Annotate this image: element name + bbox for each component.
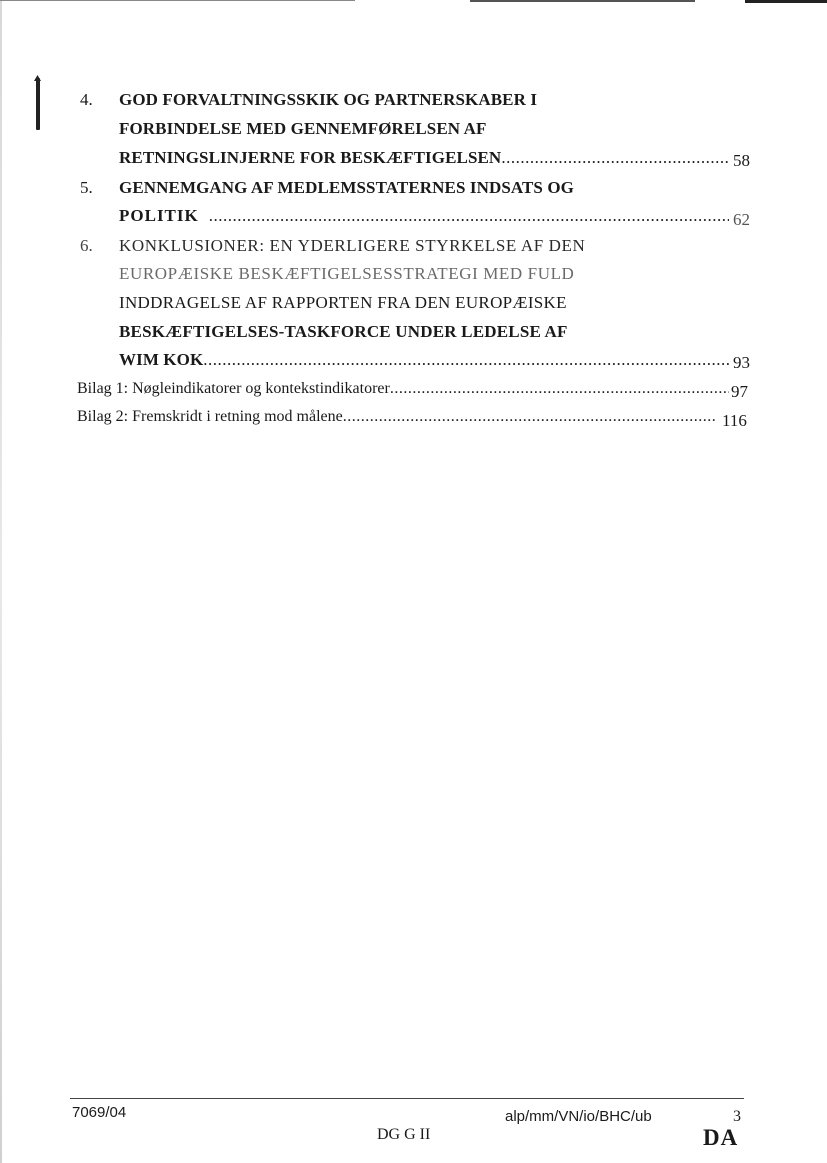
dot-leader	[203, 350, 729, 370]
toc-entry-title-line: FORBINDELSE MED GENNEMFØRELSEN AF	[119, 119, 487, 138]
toc-entry-number: 5.	[80, 178, 93, 197]
toc-entry-title-line: EUROPÆISKE BESKÆFTIGELSESSTRATEGI MED FULD	[119, 264, 575, 283]
toc-entry-title-line: INDDRAGELSE AF RAPPORTEN FRA DEN EUROPÆISKE	[119, 293, 567, 312]
scan-top-edge	[0, 0, 827, 3]
toc-entry-title-line: KONKLUSIONER: EN YDERLIGERE STYRKELSE AF DEN	[119, 236, 586, 255]
toc-page-number: 97	[731, 382, 748, 401]
footer-reference: alp/mm/VN/io/BHC/ub	[505, 1108, 652, 1125]
dot-leader	[390, 379, 729, 399]
toc-leader	[77, 379, 729, 399]
margin-revision-mark	[36, 78, 40, 130]
footer-divider	[70, 1098, 744, 1099]
footer-page-number: 3	[733, 1108, 741, 1125]
toc-page-number: 93	[733, 353, 750, 372]
toc-page-number: 58	[733, 151, 750, 170]
toc-page-number: 116	[722, 411, 747, 430]
toc-entry-title-line: GOD FORVALTNINGSSKIK OG PARTNERSKABER I	[119, 90, 538, 109]
footer-department: DG G II	[377, 1126, 431, 1143]
toc-annex-label: Bilag 1: Nøgleindikatorer og kontekstindikatorer	[77, 380, 390, 397]
toc-leader	[119, 350, 729, 370]
toc-entry-title-line: BESKÆFTIGELSES-TASKFORCE UNDER LEDELSE AF	[119, 322, 568, 341]
toc-leader	[77, 407, 717, 427]
toc-entry-number: 6.	[80, 236, 93, 255]
toc-entry-number: 4.	[80, 90, 93, 109]
toc-leader	[119, 148, 729, 168]
dot-leader	[209, 206, 729, 226]
footer-doc-number: 7069/04	[72, 1104, 127, 1121]
toc-entry-title-line: RETNINGSLINJERNE FOR BESKÆFTIGELSEN	[119, 148, 502, 167]
toc-page-number: 62	[733, 210, 750, 229]
toc-entry-title-line: POLITIK	[119, 206, 199, 225]
toc-entry-title-line: WIM KOK	[119, 350, 204, 369]
toc-entry-title-line: GENNEMGANG AF MEDLEMSSTATERNES INDSATS OG	[119, 178, 574, 197]
toc-leader	[119, 206, 729, 226]
dot-leader	[343, 407, 717, 427]
footer-language-code: DA	[703, 1125, 739, 1150]
toc-annex-label: Bilag 2: Fremskridt i retning mod målene	[77, 408, 343, 425]
scan-left-edge	[0, 0, 2, 1163]
dot-leader	[501, 148, 729, 168]
